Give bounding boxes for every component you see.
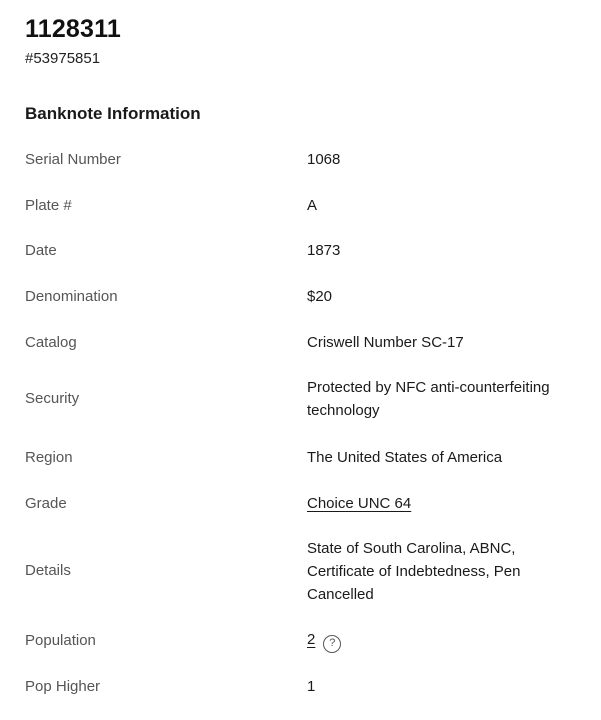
row-value: A — [307, 197, 318, 214]
row-value: 1873 — [307, 242, 341, 259]
grade-link[interactable]: Choice UNC 64 — [307, 495, 412, 512]
value-line: Protected by NFC anti-counterfeiting — [307, 379, 550, 396]
row-value: 1068 — [307, 151, 341, 168]
row-label: Plate # — [25, 196, 72, 214]
info-row-plate — [0, 194, 601, 217]
value-line: Certificate of Indebtedness, Pen — [307, 563, 521, 580]
info-row-region — [0, 446, 601, 469]
info-row-population — [0, 629, 601, 652]
row-label: Region — [25, 448, 73, 466]
certificate-header — [25, 13, 121, 69]
info-row-pop-higher — [0, 675, 601, 698]
info-row-catalog — [0, 331, 601, 354]
section-title: Banknote Information — [25, 104, 201, 123]
certificate-number: 1128311 — [25, 15, 121, 43]
row-value: $20 — [307, 288, 333, 305]
population-link[interactable]: 2 — [307, 631, 316, 649]
row-value — [307, 376, 587, 422]
row-value: Criswell Number SC-17 — [307, 334, 464, 351]
certificate-id: #53975851 — [25, 50, 101, 67]
row-value — [307, 537, 587, 606]
info-row-denomination — [0, 285, 601, 308]
row-label: Date — [25, 241, 57, 259]
row-value — [307, 492, 587, 515]
info-row-security — [0, 376, 601, 422]
row-value — [307, 628, 587, 653]
row-label: Population — [25, 631, 96, 649]
info-row-date — [0, 239, 601, 262]
row-label: Catalog — [25, 333, 77, 351]
row-value: 1 — [307, 678, 316, 695]
row-label: Serial Number — [25, 150, 121, 168]
row-label: Grade — [25, 494, 67, 512]
info-row-grade — [0, 492, 601, 515]
value-line: Cancelled — [307, 586, 374, 603]
row-label: Security — [25, 390, 80, 407]
value-line: technology — [307, 402, 380, 419]
question-circle-icon[interactable]: ? — [323, 635, 341, 653]
info-row-serial-number — [0, 148, 601, 171]
row-value: The United States of America — [307, 449, 503, 466]
info-row-details — [0, 537, 601, 606]
row-label: Details — [25, 562, 71, 579]
row-label: Pop Higher — [25, 677, 101, 695]
value-line: State of South Carolina, ABNC, — [307, 540, 516, 557]
row-label: Denomination — [25, 287, 118, 305]
